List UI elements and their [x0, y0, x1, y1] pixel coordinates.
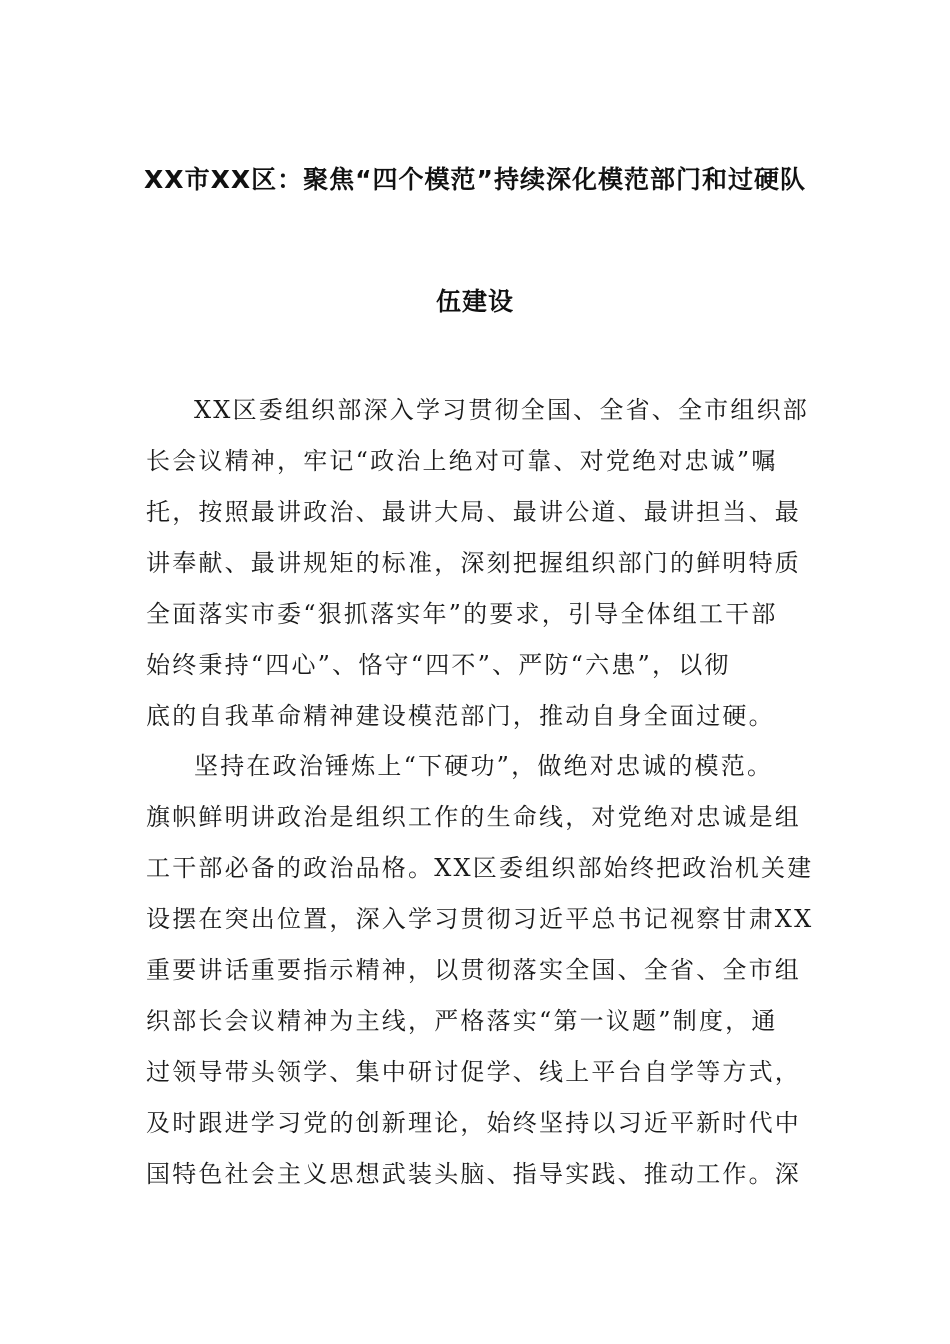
paragraph-line: 长会议精神，牢记“政治上绝对可靠、对党绝对忠诚”嘱 [146, 447, 778, 475]
paragraph-line: 国特色社会主义思想武装头脑、指导实践、推动工作。深 [146, 1160, 801, 1188]
paragraph-line: 托，按照最讲政治、最讲大局、最讲公道、最讲担当、最 [146, 498, 801, 526]
paragraph-line: 底的自我革命精神建设模范部门，推动自身全面过硬。 [146, 702, 775, 730]
document-title-line-1: XX市XX区：聚焦“四个模范”持续深化模范部门和过硬队 [144, 165, 806, 194]
paragraph-line: 旗帜鲜明讲政治是组织工作的生命线，对党绝对忠诚是组 [146, 803, 801, 831]
paragraph-line: 织部长会议精神为主线，严格落实“第一议题”制度，通 [146, 1007, 778, 1035]
paragraph-line: 讲奉献、最讲规矩的标准，深刻把握组织部门的鲜明特质 [146, 549, 801, 577]
paragraph-line: 重要讲话重要指示精神，以贯彻落实全国、全省、全市组 [146, 956, 801, 984]
paragraph-line: XX区委组织部深入学习贯彻全国、全省、全市组织部 [194, 396, 809, 424]
paragraph-line: 全面落实市委“狠抓落实年”的要求，引导全体组工干部 [146, 600, 778, 628]
paragraph-line: 坚持在政治锤炼上“下硬功”，做绝对忠诚的模范。 [194, 752, 774, 780]
paragraph-line: 设摆在突出位置，深入学习贯彻习近平总书记视察甘肃XX [146, 905, 814, 933]
paragraph-2 [146, 741, 816, 1200]
paragraph-1 [146, 385, 816, 742]
paragraph-line: 始终秉持“四心”、恪守“四不”、严防“六患”，以彻 [146, 651, 731, 679]
paragraph-line: 过领导带头领学、集中研讨促学、线上平台自学等方式， [146, 1058, 801, 1086]
paragraph-line: 工干部必备的政治品格。XX区委组织部始终把政治机关建 [146, 854, 814, 882]
paragraph-line: 及时跟进学习党的创新理论，始终坚持以习近平新时代中 [146, 1109, 801, 1137]
document-title-line-2: 伍建设 [435, 287, 514, 316]
